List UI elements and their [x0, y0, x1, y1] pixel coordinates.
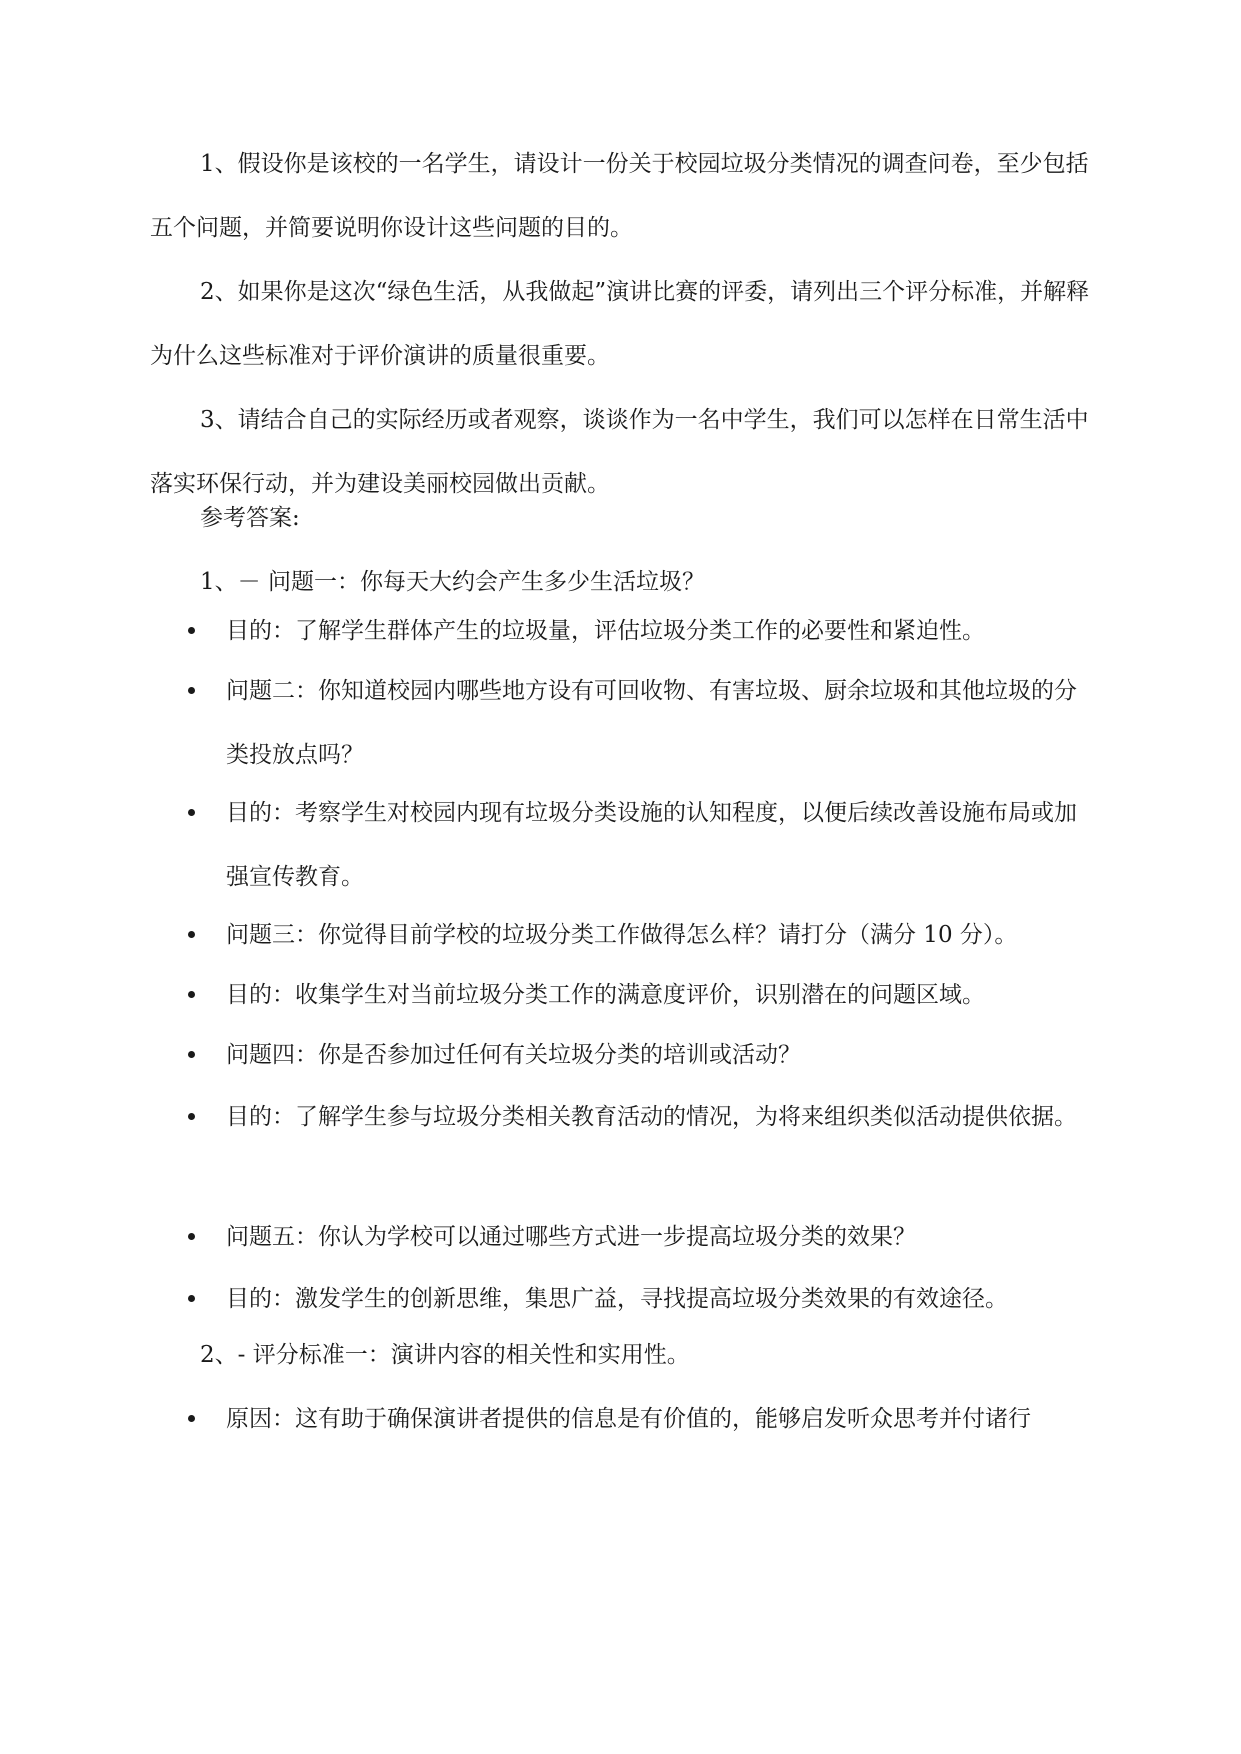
answer-1-intro: 1、－ 问题一：你每天大约会产生多少生活垃圾？	[200, 569, 705, 595]
answer-2-intro: 2、- 评分标准一：演讲内容的相关性和实用性。	[200, 1342, 690, 1368]
question-3: 3、请结合自己的实际经历或者观察，谈谈作为一名中学生，我们可以怎样在日常生活中落实环保行动，并为建设美丽校园做出贡献。	[150, 407, 1089, 497]
bullet-dot	[188, 809, 195, 816]
answer-1-item: 目的：收集学生对当前垃圾分类工作的满意度评价，识别潜在的问题区域。	[226, 982, 985, 1008]
bullet-dot	[188, 687, 195, 694]
answer-1-item: 问题三：你觉得目前学校的垃圾分类工作做得怎么样？请打分（满分 10 分）。	[226, 922, 1018, 948]
bullet-dot	[188, 1233, 195, 1240]
answer-1-item: 目的：考察学生对校园内现有垃圾分类设施的认知程度，以便后续改善设施布局或加强宣传教育。	[226, 800, 1077, 890]
answer-1-item: 问题四：你是否参加过任何有关垃圾分类的培训或活动？	[226, 1042, 801, 1068]
bullet-dot	[188, 1415, 195, 1422]
answer-heading: 参考答案:	[200, 505, 300, 531]
bullet-dot	[188, 1113, 195, 1120]
bullet-dot	[188, 627, 195, 634]
answer-1-item: 目的：了解学生参与垃圾分类相关教育活动的情况，为将来组织类似活动提供依据。	[226, 1104, 1077, 1130]
answer-1-item: 目的：激发学生的创新思维，集思广益，寻找提高垃圾分类效果的有效途径。	[226, 1286, 1008, 1312]
bullet-dot	[188, 931, 195, 938]
question-2: 2、如果你是这次“绿色生活，从我做起”演讲比赛的评委，请列出三个评分标准，并解释为什么这些标准对于评价演讲的质量很重要。	[150, 279, 1090, 369]
answer-2-item: 原因：这有助于确保演讲者提供的信息是有价值的，能够启发听众思考并付诸行	[226, 1406, 1031, 1432]
bullet-dot	[188, 991, 195, 998]
bullet-dot	[188, 1051, 195, 1058]
answer-1-item: 问题五：你认为学校可以通过哪些方式进一步提高垃圾分类的效果？	[226, 1224, 916, 1250]
answer-1-item: 问题二：你知道校园内哪些地方设有可回收物、有害垃圾、厨余垃圾和其他垃圾的分类投放点吗？	[226, 678, 1077, 768]
answer-1-item: 目的：了解学生群体产生的垃圾量，评估垃圾分类工作的必要性和紧迫性。	[226, 618, 985, 644]
bullet-dot	[188, 1295, 195, 1302]
question-1: 1、假设你是该校的一名学生，请设计一份关于校园垃圾分类情况的调查问卷，至少包括五个问题，并简要说明你设计这些问题的目的。	[150, 151, 1089, 241]
